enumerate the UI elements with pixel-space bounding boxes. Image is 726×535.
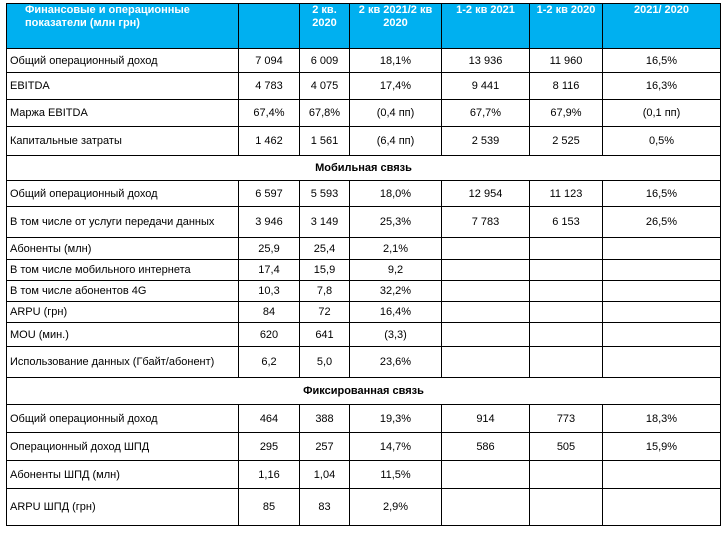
section-row-fixed <box>7 378 721 405</box>
cell-value <box>442 238 530 260</box>
cell-value <box>603 281 721 302</box>
cell-value <box>603 323 721 347</box>
cell-value: 11,5% <box>350 461 442 489</box>
cell-value: 16,5% <box>603 181 721 207</box>
cell-value <box>442 260 530 281</box>
cell-value: 586 <box>442 433 530 461</box>
cell-value <box>442 461 530 489</box>
cell-value: 67,8% <box>300 100 350 127</box>
cell-value <box>530 260 603 281</box>
cell-value: 16,5% <box>603 49 721 73</box>
row-label: Общий операционный доход <box>7 49 239 73</box>
row-label: ARPU ШПД (грн) <box>7 489 239 526</box>
cell-value <box>530 238 603 260</box>
cell-value: 464 <box>239 405 300 433</box>
section-title-mobile: Мобильная связь <box>7 156 721 181</box>
cell-value: 17,4 <box>239 260 300 281</box>
cell-value: 32,2% <box>350 281 442 302</box>
cell-value: 641 <box>300 323 350 347</box>
table-row <box>7 323 721 347</box>
header-row <box>7 4 721 49</box>
cell-value: (0,1 пп) <box>603 100 721 127</box>
header-h1-2021: 1-2 кв 2021 <box>442 4 530 49</box>
cell-value: 295 <box>239 433 300 461</box>
cell-value: 7 094 <box>239 49 300 73</box>
row-label: Абоненты ШПД (млн) <box>7 461 239 489</box>
cell-value: 5 593 <box>300 181 350 207</box>
cell-value: 15,9 <box>300 260 350 281</box>
cell-value <box>530 461 603 489</box>
cell-value: 3 149 <box>300 207 350 238</box>
cell-value <box>603 489 721 526</box>
row-label: EBITDA <box>7 73 239 100</box>
cell-value <box>603 347 721 378</box>
cell-value: 15,9% <box>603 433 721 461</box>
cell-value: 6 009 <box>300 49 350 73</box>
cell-value <box>442 302 530 323</box>
table-row <box>7 238 721 260</box>
cell-value <box>442 489 530 526</box>
cell-value: 914 <box>442 405 530 433</box>
cell-value: 4 075 <box>300 73 350 100</box>
table-row <box>7 433 721 461</box>
cell-value: 6 153 <box>530 207 603 238</box>
row-label: Маржа EBITDA <box>7 100 239 127</box>
financial-table <box>6 3 721 526</box>
table-row <box>7 260 721 281</box>
table-row <box>7 127 721 156</box>
cell-value: 3 946 <box>239 207 300 238</box>
cell-value <box>530 489 603 526</box>
cell-value: 773 <box>530 405 603 433</box>
cell-value: (0,4 пп) <box>350 100 442 127</box>
cell-value: 9 441 <box>442 73 530 100</box>
header-q2-2021 <box>239 4 300 49</box>
cell-value: 67,7% <box>442 100 530 127</box>
cell-value <box>603 238 721 260</box>
cell-value: 85 <box>239 489 300 526</box>
cell-value: 1,04 <box>300 461 350 489</box>
cell-value: 7 783 <box>442 207 530 238</box>
row-label: В том числе от услуги передачи данных <box>7 207 239 238</box>
cell-value: 2,1% <box>350 238 442 260</box>
cell-value: 83 <box>300 489 350 526</box>
cell-value: 25,4 <box>300 238 350 260</box>
cell-value: 18,0% <box>350 181 442 207</box>
section-row-mobile <box>7 156 721 181</box>
table-row <box>7 181 721 207</box>
cell-value: 1,16 <box>239 461 300 489</box>
cell-value: 2 525 <box>530 127 603 156</box>
section-title-fixed: Фиксированная связь <box>7 378 721 405</box>
cell-value: 11 960 <box>530 49 603 73</box>
table-row <box>7 489 721 526</box>
cell-value <box>603 461 721 489</box>
cell-value <box>442 323 530 347</box>
row-label: ARPU (грн) <box>7 302 239 323</box>
row-label: Общий операционный доход <box>7 181 239 207</box>
cell-value: 1 561 <box>300 127 350 156</box>
table-row <box>7 207 721 238</box>
header-indicator: Финансовые и операционные показатели (млн грн) <box>7 4 239 49</box>
cell-value: 5,0 <box>300 347 350 378</box>
cell-value: 7,8 <box>300 281 350 302</box>
cell-value <box>530 281 603 302</box>
table-row <box>7 347 721 378</box>
row-label: Капитальные затраты <box>7 127 239 156</box>
cell-value: 2 539 <box>442 127 530 156</box>
cell-value: 505 <box>530 433 603 461</box>
cell-value: 84 <box>239 302 300 323</box>
header-q2-change: 2 кв 2021/2 кв 2020 <box>350 4 442 49</box>
cell-value: 10,3 <box>239 281 300 302</box>
cell-value: 11 123 <box>530 181 603 207</box>
cell-value: (3,3) <box>350 323 442 347</box>
cell-value: 19,3% <box>350 405 442 433</box>
cell-value: 25,9 <box>239 238 300 260</box>
cell-value: 16,3% <box>603 73 721 100</box>
cell-value <box>530 302 603 323</box>
row-label: Общий операционный доход <box>7 405 239 433</box>
cell-value: 67,4% <box>239 100 300 127</box>
row-label: В том числе абонентов 4G <box>7 281 239 302</box>
row-label: Операционный доход ШПД <box>7 433 239 461</box>
cell-value: 257 <box>300 433 350 461</box>
cell-value <box>530 347 603 378</box>
row-label: Абоненты (млн) <box>7 238 239 260</box>
cell-value: 620 <box>239 323 300 347</box>
table-row <box>7 49 721 73</box>
table-row <box>7 405 721 433</box>
cell-value <box>442 347 530 378</box>
cell-value: 17,4% <box>350 73 442 100</box>
header-h1-2020: 1-2 кв 2020 <box>530 4 603 49</box>
cell-value <box>530 323 603 347</box>
cell-value <box>603 260 721 281</box>
cell-value: 26,5% <box>603 207 721 238</box>
cell-value: 12 954 <box>442 181 530 207</box>
table-row <box>7 281 721 302</box>
cell-value: 0,5% <box>603 127 721 156</box>
cell-value: (6,4 пп) <box>350 127 442 156</box>
cell-value: 6 597 <box>239 181 300 207</box>
header-h1-change: 2021/ 2020 <box>603 4 721 49</box>
cell-value: 2,9% <box>350 489 442 526</box>
cell-value: 9,2 <box>350 260 442 281</box>
table-row <box>7 461 721 489</box>
cell-value: 1 462 <box>239 127 300 156</box>
cell-value: 6,2 <box>239 347 300 378</box>
table-row <box>7 73 721 100</box>
row-label: MOU (мин.) <box>7 323 239 347</box>
row-label: Использование данных (Гбайт/абонент) <box>7 347 239 378</box>
cell-value: 8 116 <box>530 73 603 100</box>
cell-value: 67,9% <box>530 100 603 127</box>
cell-value <box>603 302 721 323</box>
cell-value: 25,3% <box>350 207 442 238</box>
cell-value: 23,6% <box>350 347 442 378</box>
cell-value: 18,1% <box>350 49 442 73</box>
cell-value <box>442 281 530 302</box>
cell-value: 13 936 <box>442 49 530 73</box>
cell-value: 14,7% <box>350 433 442 461</box>
row-label: В том числе мобильного интернета <box>7 260 239 281</box>
cell-value: 4 783 <box>239 73 300 100</box>
cell-value: 72 <box>300 302 350 323</box>
header-q2-2020: 2 кв. 2020 <box>300 4 350 49</box>
table-row <box>7 302 721 323</box>
table-row <box>7 100 721 127</box>
cell-value: 18,3% <box>603 405 721 433</box>
cell-value: 16,4% <box>350 302 442 323</box>
cell-value: 388 <box>300 405 350 433</box>
